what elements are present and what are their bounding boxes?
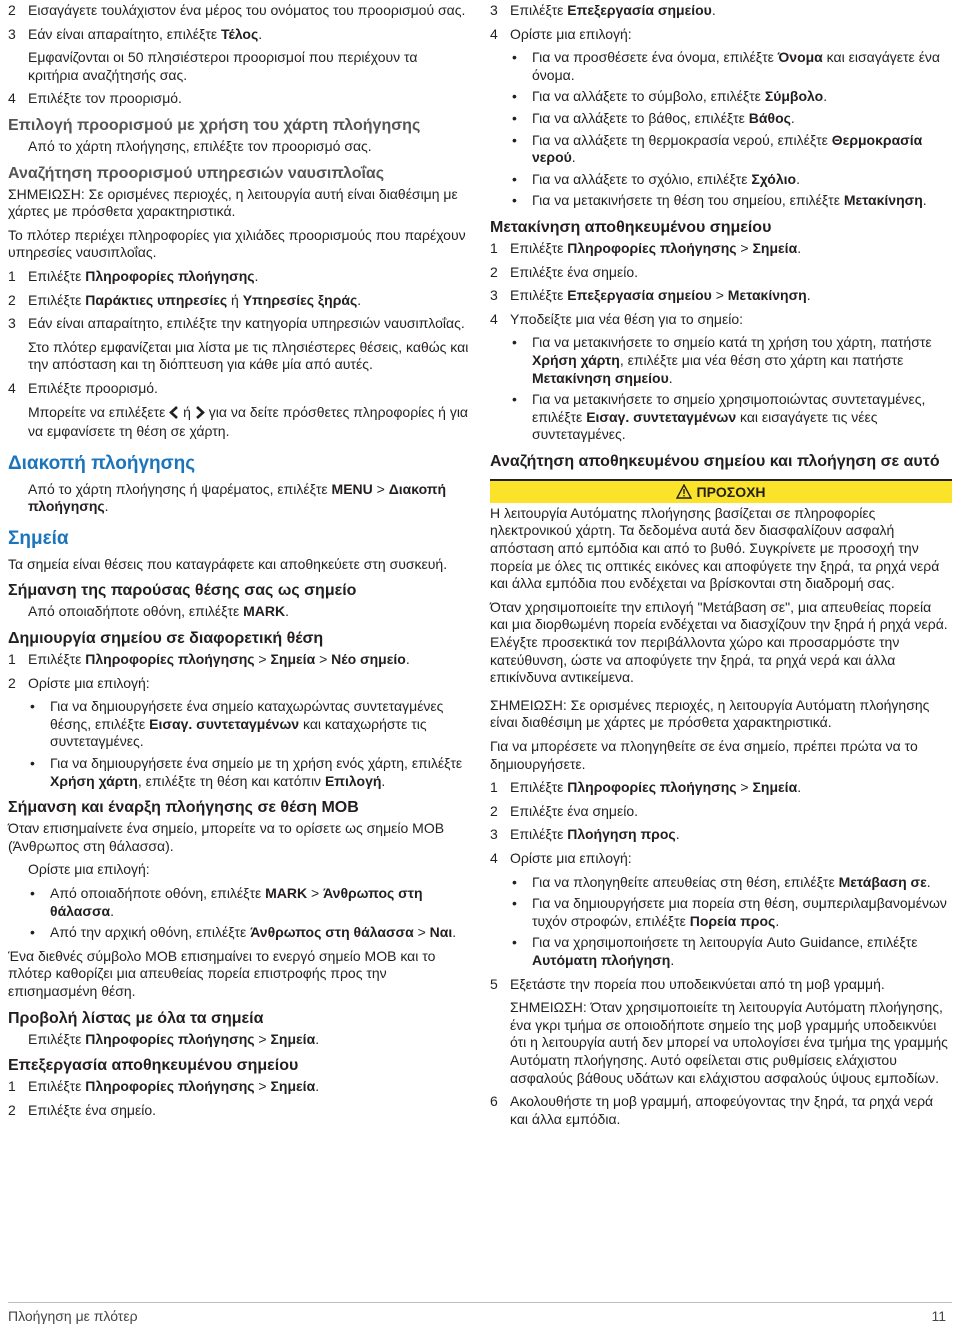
chevron-right-icon: [195, 406, 205, 424]
step-text: Ορίστε μια επιλογή:: [510, 849, 632, 866]
step-text: Εξετάστε την πορεία που υποδεικνύεται από τη μοβ γραμμή.: [510, 975, 885, 992]
step-number: 3: [8, 25, 16, 42]
step-number: 4: [490, 849, 498, 866]
step-6: [490, 1093, 952, 1128]
list-item: • Για να μετακινήσετε το σημείο χρησιμοποιώντας συντεταγμένες, επιλέξτε Εισαγ. συντεταγμένων και εισαγάγετε τις νέες συντεταγμένες.: [510, 391, 952, 444]
step-3: [490, 287, 952, 305]
list-item: • Για να μετακινήσετε το σημείο κατά τη χρήση του χάρτη, πατήστε Χρήση χάρτη, επιλέξτε μια νέα θέση στο χάρτη και πατήστε Μετακίνηση σημείου.: [510, 334, 952, 387]
step-number: 4: [8, 379, 16, 396]
warning-triangle-icon: [676, 483, 692, 505]
caution-paragraph-1: Η λειτουργία Αυτόματης πλοήγησης βασίζεται σε πληροφορίες ηλεκτρονικού χάρτη. Τα δεδομένα αυτά δεν διασφαλίζουν ασφαλή απόσταση από εμπόδια και από το βυθό. Συγκρίνετε με προσοχή την πορεία με όλες τις οπτικές εικόνες και αποφύγετε την ξηρά, τα ρηχά νερά και άλλα εμπόδια που ενδέχεται να βρίσκονται στη διαδρομή σας.: [490, 504, 940, 592]
step-number: 3: [490, 2, 498, 18]
step-2: [490, 264, 952, 282]
step-text: Επιλέξτε Πληροφορίες πλοήγησης.: [28, 267, 259, 284]
footer-section-title: Πλοήγηση με πλότερ: [8, 1308, 138, 1324]
heading-mark-location: Σήμανση της παρούσας θέσης σας ως σημείο: [8, 582, 357, 600]
list-item: • Από την αρχική οθόνη, επιλέξτε Άνθρωπος στη θάλασσα > Ναι.: [28, 924, 470, 942]
step-number: 1: [8, 651, 16, 668]
note-purple-line: ΣΗΜΕΙΩΣΗ: Όταν χρησιμοποιείτε τη λειτουργία Αυτόματη πλοήγησης, ένα γκρι τμήμα σε οποιοδήποτε σημείο της μοβ γραμμής υποδεικνύει ότι η λειτουργία αυτή δεν μπορεί να υπολογίσει ένα τμήμα της γραμμής Αυτόματη πλοήγησης. Αυτό οφείλεται στις ρυθμίσεις ελάχιστου ασφαλούς βάθους υδάτων και ελάχιστου ασφαλούς ύψους εμποδίων.: [510, 999, 948, 1086]
list-paragraph: Στο πλότερ εμφανίζεται μια λίστα με τις πλησιέστερες θέσεις, καθώς και την απόσταση και τη διόπτευση για κάθε μία από αυτές.: [28, 338, 469, 373]
navigate-options-list: [510, 874, 952, 970]
step-number: 4: [490, 25, 498, 42]
list-item: • Για να προσθέσετε ένα όνομα, επιλέξτε Όνομα και εισαγάγετε ένα όνομα.: [510, 49, 952, 84]
step-text: Επιλέξτε ένα σημείο.: [510, 263, 639, 280]
more-info-paragraph: Μπορείτε να επιλέξετε ή για να δείτε πρόσθετες πληροφορίες ή για να εμφανίσετε τη θέση σε χάρτη.: [28, 403, 469, 440]
step-number: 1: [8, 267, 16, 284]
list-item: • Για να αλλάξετε το σχόλιο, επιλέξτε Σχόλιο.: [510, 171, 952, 189]
heading-move-waypoint: Μετακίνηση αποθηκευμένου σημείου: [490, 218, 772, 236]
step-text: Επιλέξτε ένα σημείο.: [510, 802, 639, 819]
right-column: [490, 0, 952, 1134]
step-text: Επιλέξτε Πληροφορίες πλοήγησης > Σημεία > Νέο σημείο.: [28, 651, 410, 668]
left-column: [8, 0, 470, 1125]
heading-mob: Σήμανση και έναρξη πλοήγησης σε θέση MOB: [8, 799, 359, 817]
step-text: Εάν είναι απαραίτητο, επιλέξτε την κατηγορία υπηρεσιών ναυσιπλοΐας.: [28, 315, 465, 332]
mark-paragraph: Από οποιαδήποτε οθόνη, επιλέξτε MARK.: [28, 603, 289, 620]
mob-paragraph: Όταν επισημαίνετε ένα σημείο, μπορείτε να το ορίσετε ως σημείο MOB (Άνθρωπος στη θάλασσα).: [8, 820, 445, 854]
step-4: [8, 90, 470, 108]
step-number: 2: [8, 674, 16, 691]
heading-navigate-to-waypoint: Αναζήτηση αποθηκευμένου σημείου και πλοήγηση σε αυτό: [490, 452, 940, 470]
step-text: Επιλέξτε προορισμό.: [28, 379, 158, 396]
heading-stop-navigation: Διακοπή πλοήγησης: [8, 452, 196, 474]
chevron-left-icon: [169, 406, 179, 424]
list-item: • Για να δημιουργήσετε ένα σημείο καταχωρώντας συντεταγμένες θέσης, επιλέξτε Εισαγ. συντεταγμένων και καταχωρήστε τις συντεταγμένες.: [28, 698, 470, 751]
list-item: • Για να πλοηγηθείτε απευθείας στη θέση, επιλέξτε Μετάβαση σε.: [510, 874, 952, 892]
step-text: Εάν είναι απαραίτητο, επιλέξτε Τέλος.: [28, 25, 263, 42]
stop-paragraph: Από το χάρτη πλοήγησης ή ψαρέματος, επιλέξτε MENU > Διακοπή πλοήγησης.: [28, 480, 447, 515]
step-4: [490, 850, 952, 868]
caution-header: ΠΡΟΣΟΧΗ: [490, 481, 952, 503]
step-text: Επιλέξτε Πληροφορίες πλοήγησης > Σημεία.: [510, 779, 802, 796]
heading-edit-waypoint: Επεξεργασία αποθηκευμένου σημείου: [8, 1057, 299, 1075]
list-item: • Για να αλλάξετε το σύμβολο, επιλέξτε Σύμβολο.: [510, 88, 952, 106]
step-number: 2: [490, 263, 498, 280]
list-item: • Για να δημιουργήσετε ένα σημείο με τη χρήση ενός χάρτη, επιλέξτε Χρήση χάρτη, επιλέξτε τη θέση και κατόπιν Επιλογή.: [28, 755, 470, 790]
step-3: [8, 315, 470, 333]
step-4: [490, 26, 952, 44]
heading-select-on-map: Επιλογή προορισμού με χρήση του χάρτη πλοήγησης: [8, 116, 421, 134]
move-options-list: [510, 334, 952, 444]
before-paragraph: Για να μπορέσετε να πλοηγηθείτε σε ένα σημείο, πρέπει πρώτα να το δημιουργήσετε.: [490, 738, 918, 772]
caution-paragraph-2: Όταν χρησιμοποιείτε την επιλογή "Μετάβαση σε", μια απευθείας πορεία και μια διορθωμένη πορεία ενδέχεται να διασχίζουν την ξηρά ή ρηχά νερά. Ελέγξτε προσεκτικά τον περιβάλλοντα χώρο και προσαρμόστε την κατεύθυνση, ώστε να αποφύγετε την ξηρά, τα ρηχά νερά και άλλα επικίνδυνα αντικείμενα.: [490, 598, 948, 686]
step-number: 1: [490, 239, 498, 256]
step-number: 6: [490, 1093, 498, 1110]
mob-symbol-paragraph: Ένα διεθνές σύμβολο MOB επισημαίνει το ενεργό σημείο MOB και το πλότερ καθορίζει μια απευθείας πορεία επιστροφής προς την επισημασμένη θέση.: [8, 947, 436, 999]
heading-marine-services: Αναζήτηση προορισμού υπηρεσιών ναυσιπλοΐας: [8, 164, 385, 182]
step-4: [8, 380, 470, 398]
step-text: Επιλέξτε Παράκτιες υπηρεσίες ή Υπηρεσίες ξηράς.: [28, 291, 362, 308]
step-number: 2: [8, 1101, 16, 1118]
footer-divider: [8, 1302, 952, 1303]
step-number: 5: [490, 975, 498, 992]
results-paragraph: Εμφανίζονται οι 50 πλησιέστεροι προορισμοί που περιέχουν τα κριτήρια αναζήτησής σας.: [28, 49, 418, 83]
step-2: [490, 803, 952, 821]
heading-waypoints: Σημεία: [8, 527, 69, 549]
step-1: [8, 1078, 470, 1096]
view-all-paragraph: Επιλέξτε Πληροφορίες πλοήγησης > Σημεία.: [28, 1030, 320, 1047]
step-text: Υποδείξτε μια νέα θέση για το σημείο:: [510, 310, 744, 327]
step-number: 3: [8, 315, 16, 332]
step-2: [8, 675, 470, 693]
step-number: 2: [8, 2, 16, 18]
step-text: Επιλέξτε Πληροφορίες πλοήγησης > Σημεία.: [510, 239, 802, 256]
mob-options-list: [28, 885, 470, 942]
step-2: [8, 2, 470, 20]
step-text: Ορίστε μια επιλογή:: [28, 674, 150, 691]
map-paragraph: Από το χάρτη πλοήγησης, επιλέξτε τον προορισμό σας.: [28, 137, 372, 154]
step-number: 3: [490, 826, 498, 843]
step-number: 3: [490, 287, 498, 304]
step-text: Επιλέξτε Επεξεργασία σημείου > Μετακίνηση.: [510, 287, 811, 304]
list-item: • Για να αλλάξετε τη θερμοκρασία νερού, επιλέξτε Θερμοκρασία νερού.: [510, 132, 952, 167]
step-text: Ακολουθήστε τη μοβ γραμμή, αποφεύγοντας την ξηρά, τα ρηχά νερά και άλλα εμπόδια.: [510, 1093, 934, 1127]
step-text: Εισαγάγετε τουλάχιστον ένα μέρος του ονόματος του προορισμού σας.: [28, 2, 466, 18]
page-number: 11: [931, 1308, 946, 1324]
heading-view-all-waypoints: Προβολή λίστας με όλα τα σημεία: [8, 1009, 264, 1027]
heading-create-waypoint: Δημιουργία σημείου σε διαφορετική θέση: [8, 630, 324, 648]
list-item: • Από οποιαδήποτε οθόνη, επιλέξτε MARK > Άνθρωπος στη θάλασσα.: [28, 885, 470, 920]
step-3: [8, 26, 470, 44]
note-auto-guidance: ΣΗΜΕΙΩΣΗ: Σε ορισμένες περιοχές, η λειτουργία Αυτόματη πλοήγησης είναι διαθέσιμη με χάρτες με πρόσθετα χαρακτηριστικά.: [490, 696, 930, 731]
step-number: 4: [490, 310, 498, 327]
step-number: 4: [8, 90, 16, 107]
mob-options-intro: Ορίστε μια επιλογή:: [28, 861, 150, 878]
step-1: [490, 779, 952, 797]
step-3: [490, 2, 952, 20]
step-5: [490, 976, 952, 994]
step-text: Ορίστε μια επιλογή:: [510, 25, 632, 42]
step-1: [8, 651, 470, 669]
step-text: Επιλέξτε Πληροφορίες πλοήγησης > Σημεία.: [28, 1078, 320, 1095]
note-marine: ΣΗΜΕΙΩΣΗ: Σε ορισμένες περιοχές, η λειτουργία αυτή είναι διαθέσιμη με χάρτες με πρόσθετα χαρακτηριστικά.: [8, 185, 458, 220]
step-number: 1: [8, 1078, 16, 1095]
step-text: Επιλέξτε Επεξεργασία σημείου.: [510, 2, 716, 18]
step-3: [490, 826, 952, 844]
list-item: • Για να δημιουργήσετε μια πορεία στη θέση, συμπεριλαμβανομένων τυχόν στροφών, επιλέξτε Πορεία προς.: [510, 895, 952, 930]
step-4: [490, 311, 952, 329]
list-item: • Για να χρησιμοποιήσετε τη λειτουργία Auto Guidance, επιλέξτε Αυτόματη πλοήγηση.: [510, 934, 952, 969]
step-number: 2: [490, 802, 498, 819]
create-options-list: [28, 698, 470, 790]
step-text: Επιλέξτε Πλοήγηση προς.: [510, 826, 680, 843]
step-text: Επιλέξτε τον προορισμό.: [28, 90, 182, 107]
step-1: [8, 268, 470, 286]
step-number: 2: [8, 291, 16, 308]
waypoints-paragraph: Τα σημεία είναι θέσεις που καταγράφετε και αποθηκεύετε στη συσκευή.: [8, 555, 448, 572]
marine-paragraph: Το πλότερ περιέχει πληροφορίες για χιλιάδες προορισμούς που παρέχουν υπηρεσίες ναυσιπλοΐας.: [8, 226, 466, 261]
step-1: [490, 240, 952, 258]
list-item: • Για να μετακινήσετε τη θέση του σημείου, επιλέξτε Μετακίνηση.: [510, 192, 952, 210]
edit-options-list: [510, 49, 952, 210]
step-2: [8, 1102, 470, 1120]
step-number: 1: [490, 779, 498, 796]
step-2: [8, 292, 470, 310]
step-text: Επιλέξτε ένα σημείο.: [28, 1101, 157, 1118]
list-item: • Για να αλλάξετε το βάθος, επιλέξτε Βάθος.: [510, 110, 952, 128]
caution-box: [490, 479, 952, 687]
